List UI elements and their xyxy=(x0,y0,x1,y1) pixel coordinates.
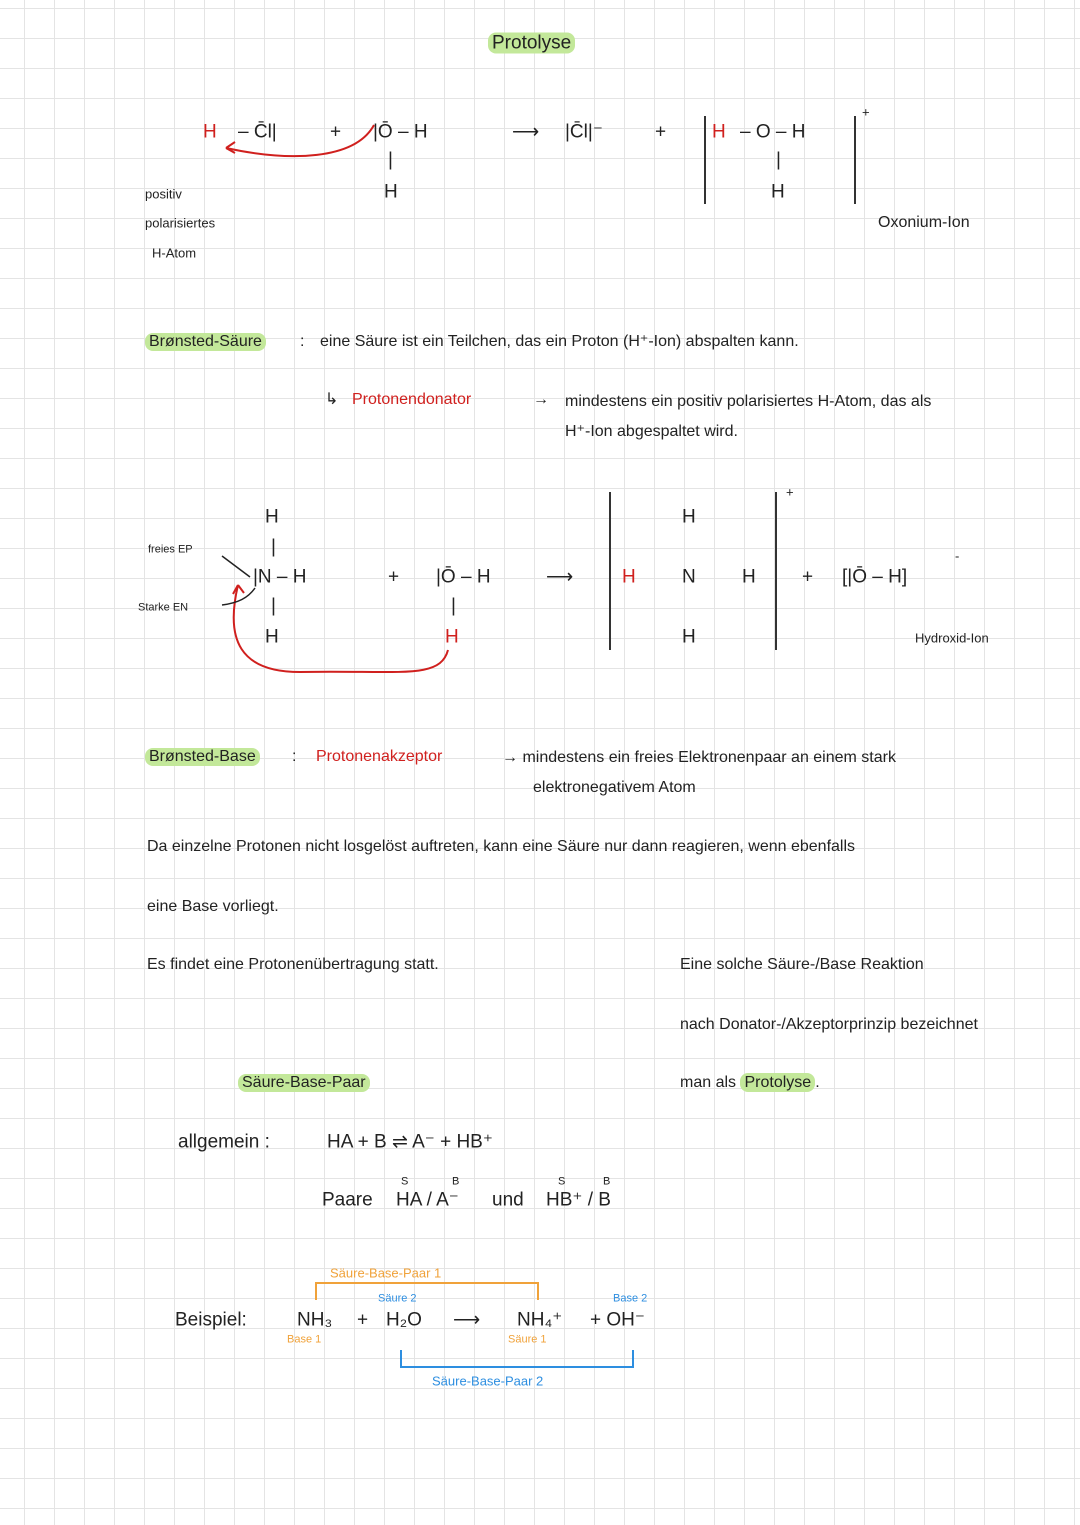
h: H xyxy=(682,626,696,648)
plus: + xyxy=(655,121,667,143)
paragraph-line: Es findet eine Protonenübertragung statt. xyxy=(147,956,439,973)
acid-2-label: Säure 2 xyxy=(378,1292,417,1305)
text: man als xyxy=(680,1074,737,1091)
protolyse-highlight: Protolyse xyxy=(740,1073,815,1092)
pair2-bracket xyxy=(401,1350,633,1367)
bond: | xyxy=(271,536,276,558)
free-ep-pointer xyxy=(222,556,250,577)
arrow: ⟶ xyxy=(453,1309,481,1331)
base-1-label: Base 1 xyxy=(287,1333,322,1346)
h: H xyxy=(742,566,756,588)
h-red: H xyxy=(622,566,636,588)
sub-arrow: ↳ xyxy=(325,391,339,408)
and: und xyxy=(492,1189,524,1211)
strong-en-pointer xyxy=(222,588,255,605)
hydroxide-label: Hydroxid-Ion xyxy=(915,630,989,646)
oh: + OH⁻ xyxy=(590,1309,645,1331)
oxonium-h: H xyxy=(771,181,785,203)
base-2-label: Base 2 xyxy=(613,1292,648,1305)
s-marker: S xyxy=(558,1175,566,1188)
charge: + xyxy=(786,484,794,500)
hcl-chlorine: – C̄l| xyxy=(238,121,277,143)
h: H xyxy=(265,626,279,648)
proton-acceptor: Protonenakzeptor xyxy=(316,748,443,765)
bond: | xyxy=(271,595,276,617)
hydroxide: [|Ō – H] xyxy=(842,566,908,588)
colon: : xyxy=(300,333,305,350)
proton-donor: Protonendonator xyxy=(352,391,472,408)
hcl-hydrogen: H xyxy=(203,121,217,143)
h: H xyxy=(265,506,279,528)
oxonium-h-red: H xyxy=(712,121,726,143)
pair-1-label: Säure-Base-Paar 1 xyxy=(330,1265,442,1281)
charge: - xyxy=(955,548,960,564)
plus: + xyxy=(330,121,342,143)
bronsted-base-label: Brønsted-Base xyxy=(145,748,260,766)
general-equation: HA + B ⇌ A⁻ + HB⁺ xyxy=(327,1131,493,1153)
side-note-line: nach Donator-/Akzeptorprinzip bezeichnet xyxy=(680,1016,978,1033)
note-line: polarisiertes xyxy=(145,215,216,231)
bronsted-acid-label: Brønsted-Säure xyxy=(145,333,266,351)
page-title: Protolyse xyxy=(488,33,575,54)
bond: | xyxy=(451,595,456,617)
example-label: Beispiel: xyxy=(175,1309,247,1331)
paragraph-line: Da einzelne Protonen nicht losgelöst auftreten, kann eine Säure nur dann reagieren, wenn ebenfalls xyxy=(147,838,856,855)
side-note-line: Eine solche Säure-/Base Reaktion xyxy=(680,956,924,973)
bond: | xyxy=(388,149,393,171)
base-note: → mindestens ein freies Elektronenpaar an einem stark xyxy=(502,749,896,766)
h2o: H₂O xyxy=(386,1309,422,1331)
paragraph-line: eine Base vorliegt. xyxy=(147,898,279,915)
water: |Ō – H xyxy=(373,121,428,143)
note-line: positiv xyxy=(145,186,182,202)
pair-2-label: Säure-Base-Paar 2 xyxy=(432,1373,544,1389)
chloride: |C̄l|⁻ xyxy=(565,121,603,143)
nh3: NH₃ xyxy=(297,1309,333,1331)
free-ep-label: freies EP xyxy=(148,543,193,556)
pair-1: HA / A⁻ xyxy=(396,1189,459,1211)
n: N xyxy=(682,566,696,588)
plus: + xyxy=(388,566,400,588)
nh4: NH₄⁺ xyxy=(517,1309,563,1331)
bond: | xyxy=(776,149,781,171)
acid-1-label: Säure 1 xyxy=(508,1333,547,1346)
arrow: ⟶ xyxy=(512,121,540,143)
oxonium-label: Oxonium-Ion xyxy=(878,214,970,231)
note-line: H-Atom xyxy=(152,245,197,261)
pair-heading: Säure-Base-Paar xyxy=(238,1074,370,1092)
b-marker: B xyxy=(603,1175,611,1188)
acid-note: mindestens ein positiv polarisiertes H-Atom, das als xyxy=(565,393,932,410)
acid-definition: eine Säure ist ein Teilchen, das ein Proton (H⁺-Ion) abspalten kann. xyxy=(320,333,799,350)
pairs-label: Paare xyxy=(322,1189,373,1211)
acid-note: H⁺-Ion abgespaltet wird. xyxy=(565,423,738,440)
plus: + xyxy=(802,566,814,588)
h: H xyxy=(682,506,696,528)
side-note-line xyxy=(680,1075,820,1091)
strong-en-label: Starke EN xyxy=(138,601,189,614)
pair-2: HB⁺ / B xyxy=(546,1189,611,1211)
plus: + xyxy=(357,1309,369,1331)
arrow: ⟶ xyxy=(546,566,574,588)
base-note: elektronegativem Atom xyxy=(533,779,696,796)
text: . xyxy=(815,1074,820,1091)
ammonia: |N – H xyxy=(253,566,307,588)
proton-transfer-arrow-1 xyxy=(226,121,374,156)
water: |Ō – H xyxy=(436,566,491,588)
arrow-head xyxy=(226,142,235,153)
s-marker: S xyxy=(401,1175,409,1188)
charge: + xyxy=(862,104,870,120)
water-h: H xyxy=(384,181,398,203)
general-label: allgemein : xyxy=(178,1131,270,1153)
transferred-h: H xyxy=(445,626,459,648)
arrow-head xyxy=(233,585,244,594)
arrow: → xyxy=(533,391,549,408)
b-marker: B xyxy=(452,1175,460,1188)
pair1-bracket xyxy=(316,1283,538,1300)
oxonium-rest: – O – H xyxy=(740,121,806,143)
colon: : xyxy=(292,748,297,765)
